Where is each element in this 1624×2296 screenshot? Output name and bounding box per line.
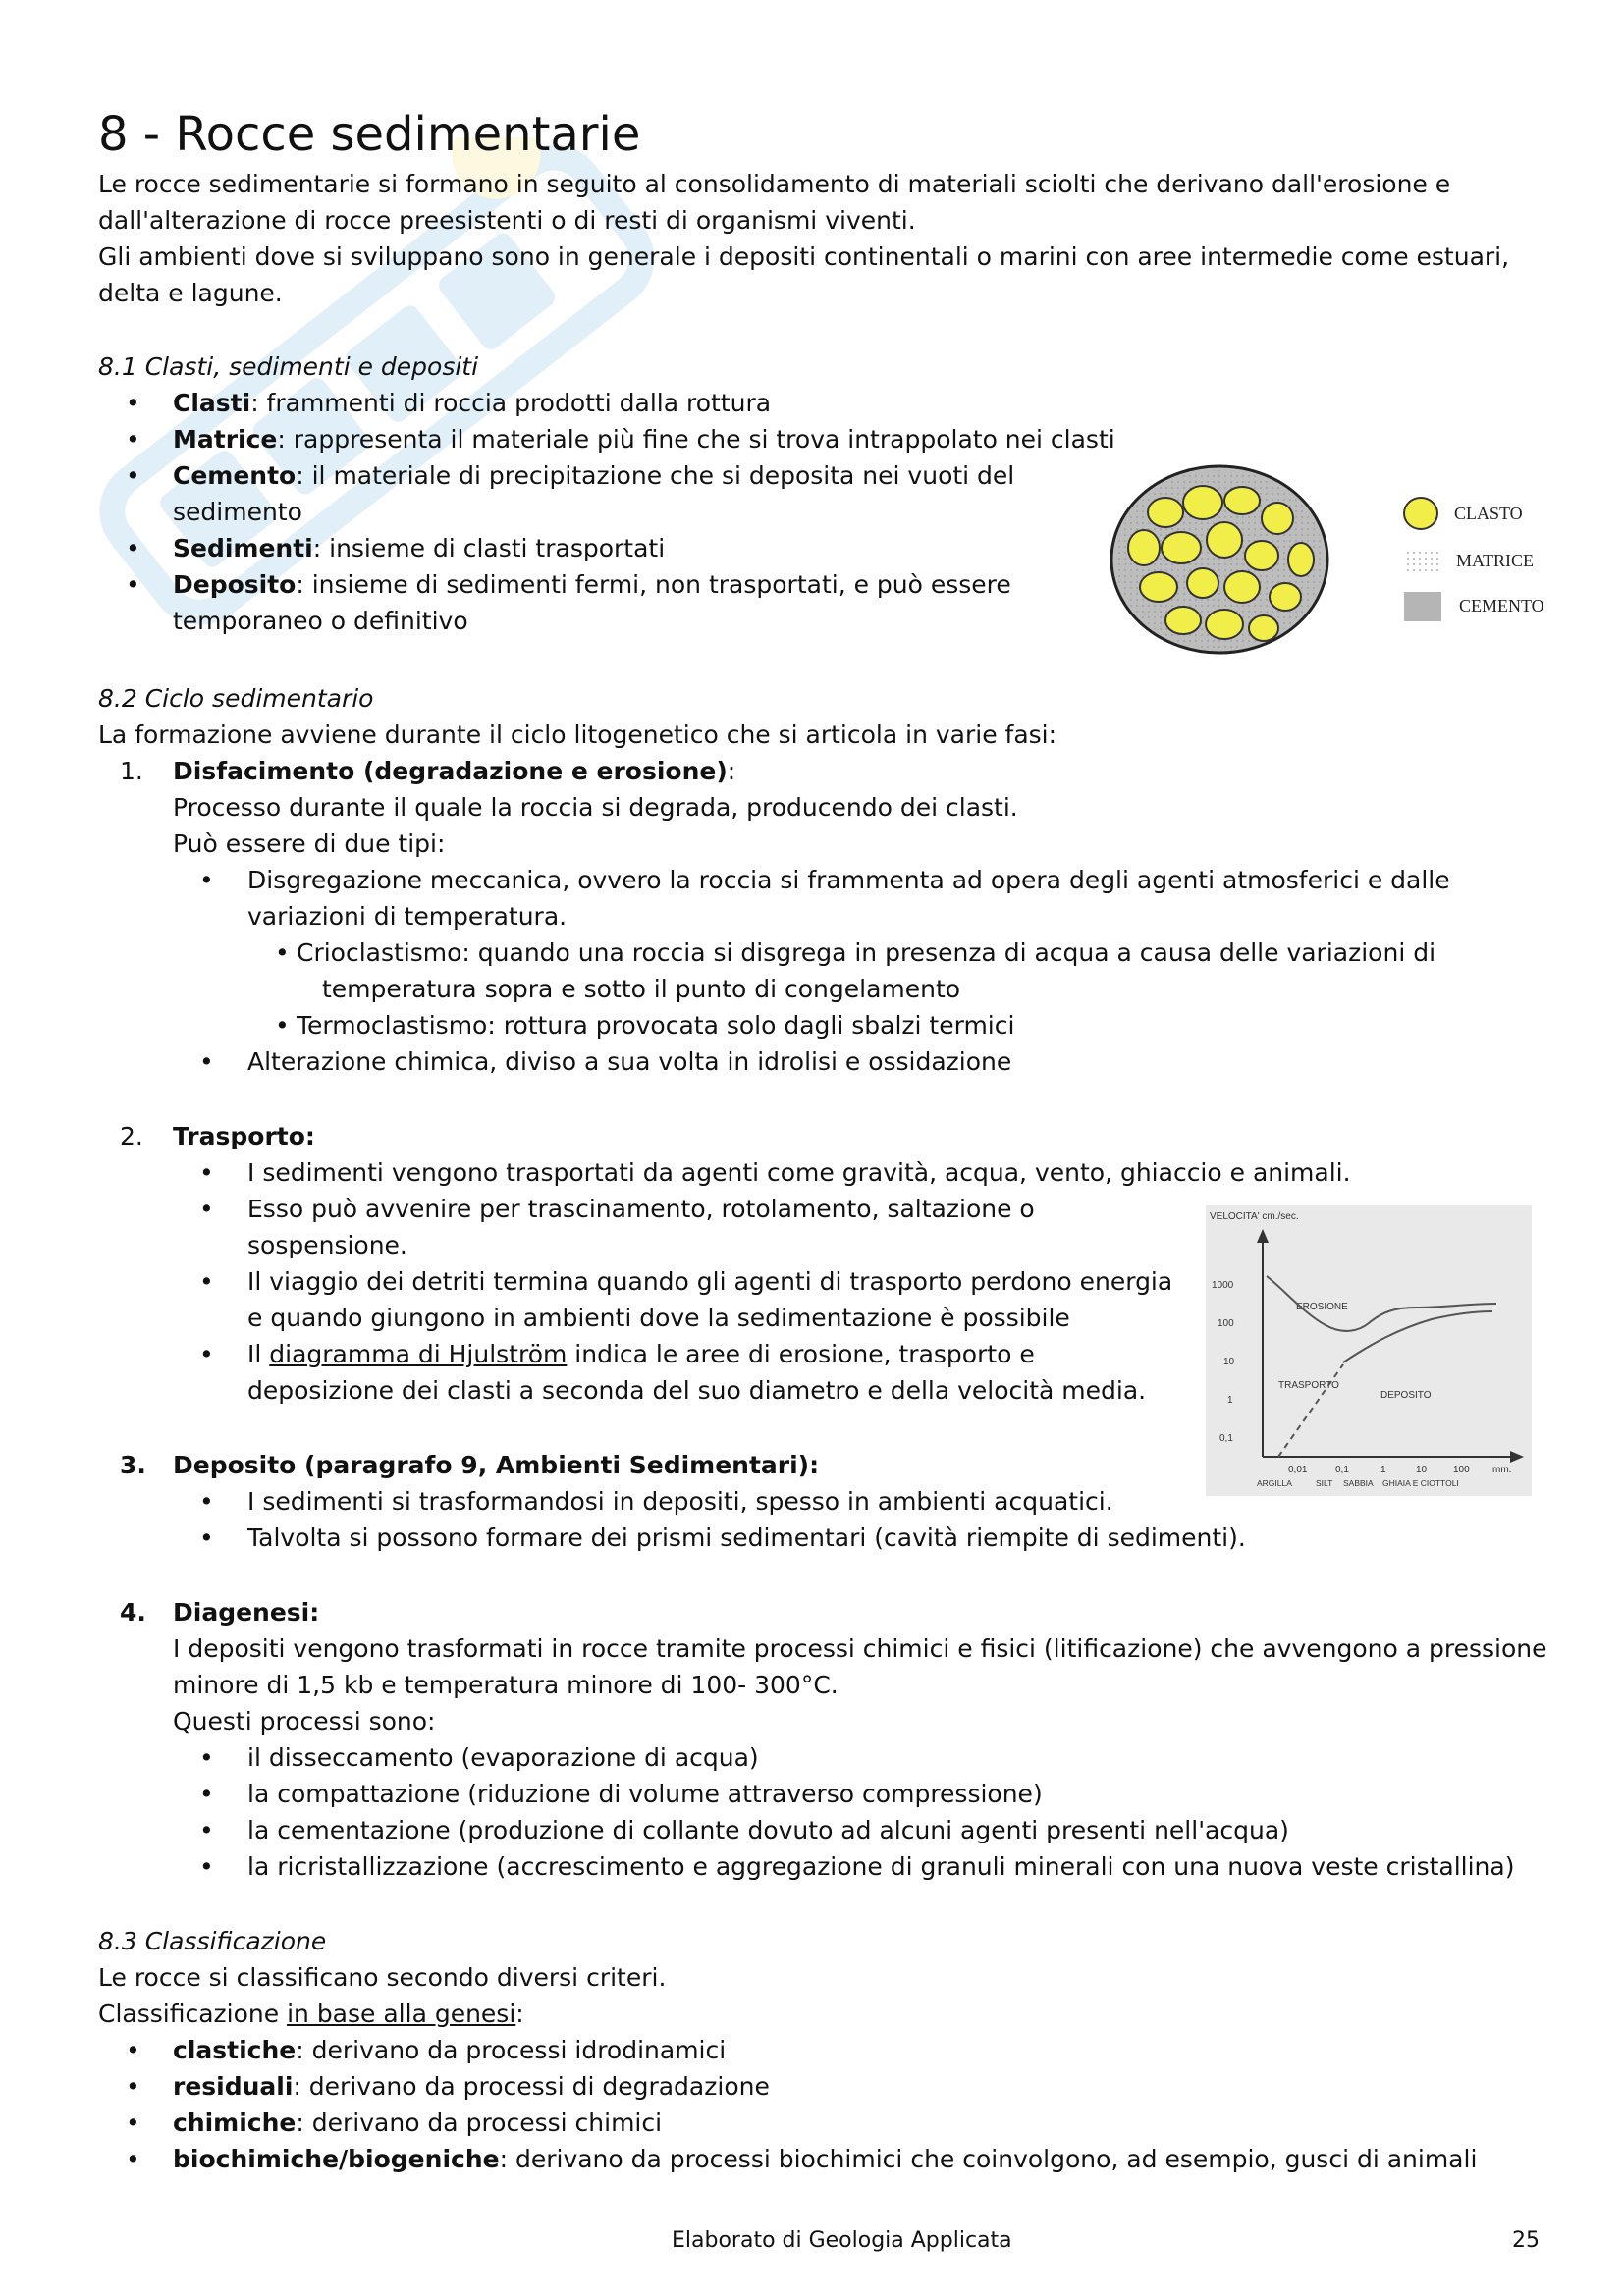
- legend-label: CLASTO: [1454, 504, 1523, 523]
- bullet-dot: •: [275, 938, 290, 967]
- list-item: il disseccamento (evaporazione di acqua): [247, 1743, 759, 1772]
- bullet-dot: •: [126, 425, 140, 454]
- sub-list-item: Crioclastismo: quando una roccia si disgrega in presenza di acqua a causa delle variazioni di: [297, 938, 1436, 967]
- definition: : insieme di clasti trasportati: [312, 534, 666, 562]
- bullet-dot: •: [199, 866, 214, 894]
- bullet-dot: •: [199, 1487, 214, 1516]
- phase-title-text: Diagenesi:: [173, 1598, 320, 1627]
- list-item: [173, 2106, 662, 2141]
- list-item: I sedimenti si trasformandosi in depositi, spesso in ambienti acquatici.: [247, 1487, 1113, 1516]
- y-tick-label: 0,1: [1219, 1433, 1233, 1444]
- definition: : insieme di sedimenti fermi, non trasportati, e può essere: [296, 570, 1011, 599]
- section-heading-8-3: 8.3 Classificazione: [98, 1927, 327, 1955]
- list-item: [173, 2033, 726, 2068]
- term: Matrice: [173, 425, 278, 454]
- list-item-continuation: variazioni di temperatura.: [247, 902, 568, 931]
- x-category-label: SABBIA: [1343, 1478, 1374, 1488]
- bullet-dot: •: [199, 1852, 214, 1881]
- list-item: la compattazione (riduzione di volume attraverso compressione): [247, 1780, 1043, 1808]
- text: :: [515, 2000, 524, 2028]
- region-label-erosione: EROSIONE: [1296, 1302, 1348, 1312]
- cement-legend-swatch: [1404, 592, 1441, 621]
- paragraph: I depositi vengono trasformati in rocce tramite processi chimici e fisici (litificazione) che avvengono a pressione: [173, 1634, 1547, 1663]
- paragraph: [98, 1997, 524, 2032]
- term: clastiche: [173, 2036, 297, 2064]
- list-item-continuation: e quando giungono in ambienti dove la sedimentazione è possibile: [247, 1304, 1070, 1332]
- region-label-deposito: DEPOSITO: [1380, 1390, 1432, 1401]
- term: Clasti: [173, 389, 251, 417]
- list-item-continuation: deposizione dei clasti a seconda del suo diametro e della velocità media.: [247, 1376, 1147, 1405]
- term: biochimiche/biogeniche: [173, 2145, 500, 2173]
- intro-line: Gli ambienti dove si sviluppano sono in generale i depositi continentali o marini con aree intermedie come estuari,: [98, 242, 1510, 271]
- x-tick-label: 100: [1453, 1465, 1470, 1475]
- list-item-continuation: sedimento: [173, 498, 302, 526]
- definition: : derivano da processi biochimici che coinvolgono, ad esempio, gusci di animali: [499, 2145, 1478, 2173]
- paragraph: Processo durante il quale la roccia si degrada, producendo dei clasti.: [173, 793, 1018, 822]
- x-tick-label: 0,1: [1335, 1465, 1349, 1475]
- list-item: [247, 1337, 1035, 1372]
- list-item: Alterazione chimica, diviso a sua volta in idrolisi e ossidazione: [247, 1047, 1012, 1076]
- y-tick-label: 1: [1227, 1395, 1233, 1406]
- list-item: Esso può avvenire per trascinamento, rotolamento, saltazione o: [247, 1195, 1035, 1223]
- term: Cemento: [173, 461, 297, 490]
- legend-label: CEMENTO: [1459, 596, 1544, 615]
- bullet-dot: •: [199, 1816, 214, 1844]
- list-number: 4.: [120, 1598, 146, 1627]
- paragraph: Le rocce si classificano secondo diversi criteri.: [98, 1963, 667, 1992]
- bullet-dot: •: [199, 1780, 214, 1808]
- clast-legend-swatch: [1404, 498, 1437, 529]
- sub-list-item: Termoclastismo: rottura provocata solo dagli sbalzi termici: [297, 1011, 1015, 1040]
- x-category-label: SILT: [1316, 1478, 1333, 1488]
- bullet-dot: •: [126, 389, 140, 417]
- hjulstrom-link[interactable]: diagramma di Hjulström: [269, 1340, 568, 1368]
- list-item-continuation: sospensione.: [247, 1231, 407, 1259]
- y-axis-label: VELOCITA' cm./sec.: [1210, 1211, 1299, 1222]
- list-item: [173, 2069, 770, 2105]
- bullet-dot: •: [199, 1195, 214, 1223]
- list-item: Disgregazione meccanica, ovvero la roccia si frammenta ad opera degli agenti atmosferici e dalle: [247, 866, 1450, 894]
- list-item: Il viaggio dei detriti termina quando gli agenti di trasporto perdono energia: [247, 1267, 1173, 1296]
- y-tick-label: 100: [1218, 1318, 1234, 1329]
- list-item: I sedimenti vengono trasportati da agenti come gravità, acqua, vento, ghiaccio e animali.: [247, 1158, 1351, 1187]
- list-item-continuation: temporaneo o definitivo: [173, 607, 468, 635]
- x-tick-label: 10: [1416, 1465, 1428, 1475]
- intro-line: dall'alterazione di rocce preesistenti o di resti di organismi viventi.: [98, 206, 916, 235]
- phase-title-text: Deposito (paragrafo 9, Ambienti Sedimentari):: [173, 1451, 820, 1479]
- list-item: [173, 458, 1014, 494]
- bullet-dot: •: [126, 2109, 140, 2137]
- phase-title: [173, 1448, 819, 1483]
- list-item: [173, 2142, 1477, 2177]
- phase-title: [173, 754, 735, 789]
- term: chimiche: [173, 2109, 297, 2137]
- paragraph: minore di 1,5 kb e temperatura minore di 100- 300°C.: [173, 1671, 839, 1699]
- definition: : frammenti di roccia prodotti dalla rottura: [250, 389, 772, 417]
- section-heading-8-2: 8.2 Ciclo sedimentario: [98, 684, 374, 713]
- region-label-trasporto: TRASPORTO: [1278, 1380, 1339, 1391]
- y-tick-label: 1000: [1212, 1280, 1234, 1291]
- phase-title: [173, 1595, 319, 1630]
- footer-title: Elaborato di Geologia Applicata: [672, 2228, 1012, 2253]
- bullet-dot: •: [126, 2036, 140, 2064]
- list-item: la cementazione (produzione di collante dovuto ad alcuni agenti presenti nell'acqua): [247, 1816, 1289, 1844]
- term: Sedimenti: [173, 534, 313, 562]
- definition: : derivano da processi di degradazione: [293, 2072, 770, 2101]
- page-number: 25: [1512, 2228, 1540, 2253]
- list-item: [173, 386, 771, 421]
- bullet-dot: •: [126, 2072, 140, 2101]
- matrix-legend-swatch: [1404, 548, 1439, 571]
- list-item: la ricristallizzazione (accrescimento e aggregazione di granuli minerali con una nuova veste cristallina): [247, 1852, 1515, 1881]
- list-number: 2.: [120, 1122, 143, 1150]
- list-number: 3.: [120, 1451, 146, 1479]
- paragraph: Questi processi sono:: [173, 1707, 436, 1735]
- x-tick-label: 0,01: [1288, 1465, 1308, 1475]
- definition: : rappresenta il materiale più fine che si trova intrappolato nei clasti: [277, 425, 1115, 454]
- legend-label: MATRICE: [1456, 551, 1535, 570]
- phase-title: [173, 1119, 315, 1154]
- bullet-dot: •: [126, 570, 140, 599]
- list-item: [173, 531, 665, 566]
- y-tick-label: 10: [1223, 1357, 1235, 1367]
- x-tick-label: mm.: [1492, 1465, 1512, 1475]
- text: Classificazione: [98, 2000, 288, 2028]
- bullet-dot: •: [199, 1523, 214, 1552]
- phase-title-text: Disfacimento (degradazione e erosione): [173, 757, 728, 785]
- sub-list-item-continuation: temperatura sopra e sotto il punto di congelamento: [322, 975, 961, 1003]
- bullet-dot: •: [275, 1011, 290, 1040]
- bullet-dot: •: [126, 461, 140, 490]
- diagram-background: [1206, 1205, 1532, 1496]
- intro-line: delta e lagune.: [98, 279, 283, 307]
- bullet-dot: •: [199, 1047, 214, 1076]
- definition: : il materiale di precipitazione che si deposita nei vuoti del: [296, 461, 1015, 490]
- colon: :: [727, 757, 736, 785]
- clast-matrix-cement-figure: [1105, 461, 1566, 658]
- hjulstrom-diagram: [1206, 1205, 1532, 1496]
- phase-title-text: Trasporto:: [173, 1122, 315, 1150]
- x-tick-label: 1: [1380, 1465, 1386, 1475]
- bullet-dot: •: [199, 1340, 214, 1368]
- bullet-dot: •: [199, 1267, 214, 1296]
- x-category-label: GHIAIA E CIOTTOLI: [1382, 1478, 1459, 1488]
- definition: : derivano da processi idrodinamici: [296, 2036, 727, 2064]
- list-item: [173, 567, 1011, 603]
- text: Il: [247, 1340, 270, 1368]
- bullet-dot: •: [126, 534, 140, 562]
- section-heading-8-1: 8.1 Clasti, sedimenti e depositi: [98, 352, 479, 381]
- text: indica le aree di erosione, trasporto e: [567, 1340, 1035, 1368]
- term: residuali: [173, 2072, 294, 2101]
- bullet-dot: •: [126, 2145, 140, 2173]
- page-title: 8 - Rocce sedimentarie: [98, 107, 641, 162]
- list-item: [173, 422, 1115, 457]
- paragraph: La formazione avviene durante il ciclo litogenetico che si articola in varie fasi:: [98, 721, 1057, 749]
- term: Deposito: [173, 570, 297, 599]
- list-number: 1.: [120, 757, 143, 785]
- bullet-dot: •: [199, 1743, 214, 1772]
- definition: : derivano da processi chimici: [296, 2109, 663, 2137]
- genesi-link[interactable]: in base alla genesi: [287, 2000, 516, 2028]
- bullet-dot: •: [199, 1158, 214, 1187]
- intro-line: Le rocce sedimentarie si formano in seguito al consolidamento di materiali sciolti che derivano dall'erosione e: [98, 170, 1451, 198]
- list-item: Talvolta si possono formare dei prismi sedimentari (cavità riempite di sedimenti).: [247, 1523, 1246, 1552]
- paragraph: Può essere di due tipi:: [173, 829, 446, 858]
- x-category-label: ARGILLA: [1257, 1478, 1292, 1488]
